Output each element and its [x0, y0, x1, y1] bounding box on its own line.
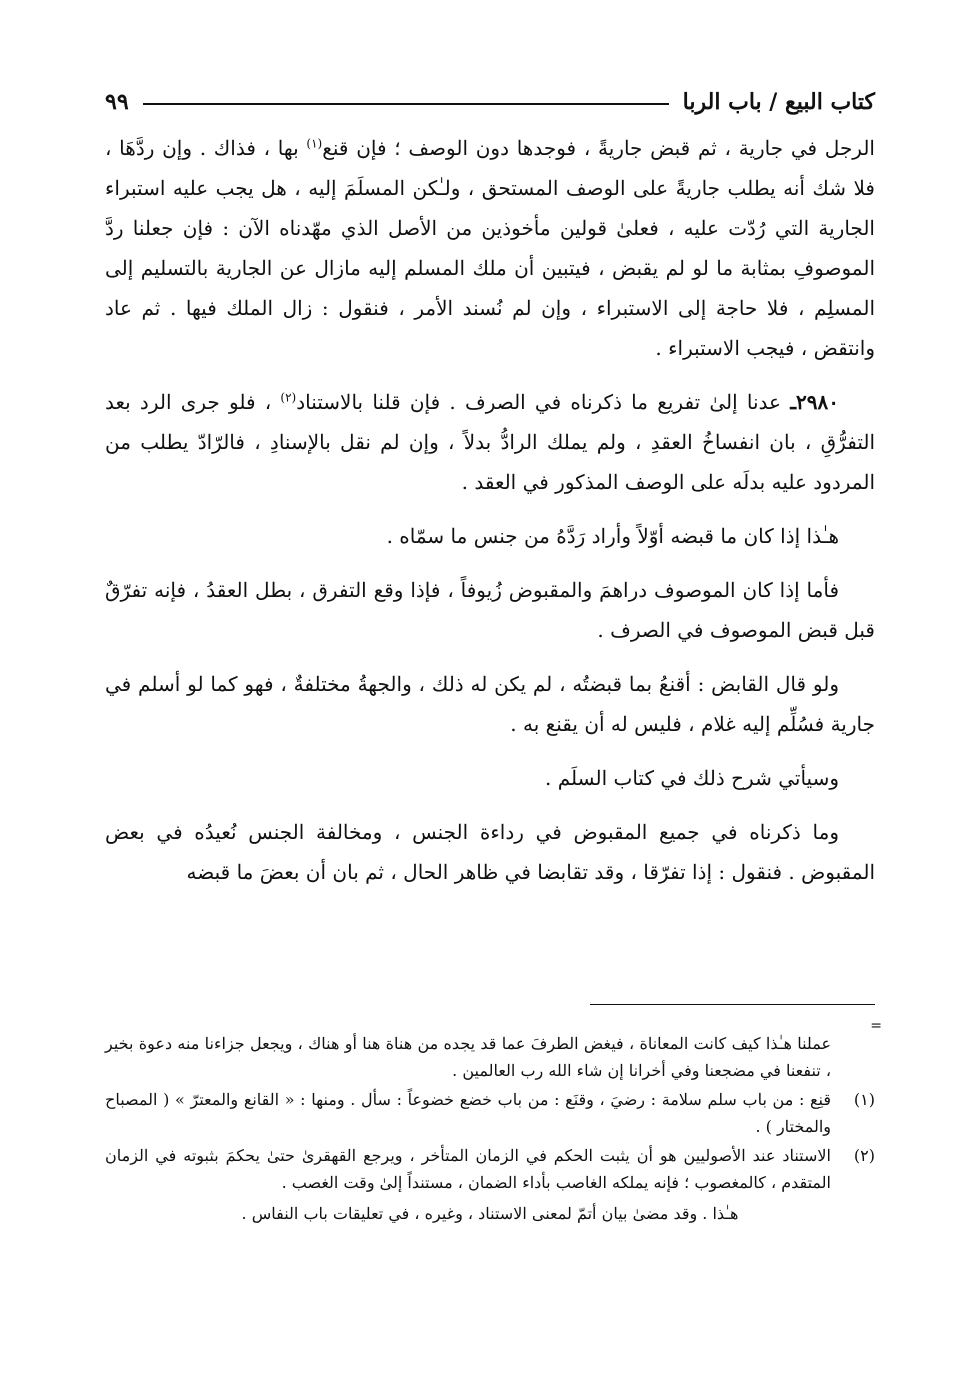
paragraph-1: [105, 128, 875, 368]
paragraph-1-continued: بها ، فذاك . وإن ردَّهَا ، فلا شك أنه يطلب جاريةً على الوصف المستحق ، ولـٰكن المسلَمَ إليه ، هل يجب عليه استبراء الجارية التي رُدّت عليه ، فعلىٰ قولين مأخوذين من الأصل الذي مهّدناه الآن : فإن جعلنا ردَّ الموصوفِ بمثابة ما لو لم يقبض ، فيتبين أن ملك المسلم إليه مازال عن الجارية بالتسليم إلى المسلِم ، فلا حاجة إلى الاستبراء ، وإن لم نُسند الأمر ، فنقول : زال الملك فيها . ثم عاد وانتقض ، فيجب الاستبراء .: [105, 136, 875, 360]
footnote-continuation-mark: =: [870, 1018, 882, 1034]
footnote-separator: [590, 1004, 875, 1005]
issue-number: ٢٩٨٠ـ: [790, 390, 840, 414]
footnote-ref-2: (٢): [280, 390, 297, 405]
footnote-2: [105, 1142, 875, 1196]
paragraph-4: فأما إذا كان الموصوف دراهمَ والمقبوض زُيوفاً ، فإذا وقع التفرق ، بطل العقدُ ، فإنه تفرّقٌ قبل قبض الموصوف في الصرف .: [105, 578, 875, 642]
footnote-1-label: (١): [853, 1090, 875, 1109]
running-header: [105, 84, 875, 120]
paragraph-2-continued: ، فلو جرى الرد بعد التفرُّقِ ، بان انفساخُ العقدِ ، ولم يملك الرادُّ بدلاً ، وإن لم نقل بالإسنادِ ، فالرّادّ يطلب من المردود عليه بدلَه على الوصف المذكور في العقد .: [105, 390, 875, 494]
footnote-continuation-text: عملنا هـٰذا كيف كانت المعاناة ، فيغض الطرفَ عما قد يجده من هناة هنا أو هناك ، ويجعل جزاءنا منه دعوة بخير ، تنفعنا في مضجعنا وفي أخرانا إن شاء الله رب العالمين .: [105, 1034, 831, 1080]
paragraph-1-text: الرجل في جارية ، ثم قبض جاريةً ، فوجدها دون الوصف ؛ فإن قنع: [322, 136, 875, 160]
footnote-ref-1: (١): [306, 136, 323, 151]
footnote-1-text: قنِع : من باب سلم سلامة : رضيَ ، وقنَع : من باب خضع خضوعاً : سأل . ومنها : « القانع والمعترّ » ( المصباح والمختار ) .: [105, 1090, 832, 1136]
footnote-1: [105, 1086, 875, 1140]
footnote-2-label: (٢): [853, 1146, 875, 1165]
paragraph-6: وسيأتي شرح ذلك في كتاب السلَم .: [545, 766, 839, 790]
footnotes: [105, 1030, 875, 1227]
footnote-closing: هـٰذا . وقد مضىٰ بيان أتمّ لمعنى الاستناد ، وغيره ، في تعليقات باب النفاس .: [241, 1204, 739, 1223]
footnote-2-text: الاستناد عند الأصوليين هو أن يثبت الحكم في الزمان المتأخر ، ويرجع القهقرىٰ حتىٰ يحكمَ بثبوته في الزمان المتقدم ، كالمغصوب ؛ فإنه يملكه الغاصب بأداء الضمان ، مستنداً إلىٰ وقت الغصب .: [105, 1146, 831, 1192]
paragraph-5: ولو قال القابض : أقنعُ بما قبضتُه ، لم يكن له ذلك ، والجهةُ مختلفةٌ ، فهو كما لو أسلم في جارية فسُلِّم إليه غلام ، فليس له أن يقنع به .: [105, 672, 875, 736]
header-rule: [143, 103, 669, 105]
page-number: ٩٩: [105, 89, 129, 115]
main-text: [105, 128, 875, 906]
paragraph-2-text: عدنا إلىٰ تفريع ما ذكرناه في الصرف . فإن قلنا بالاستناد: [296, 390, 791, 414]
footnote-continuation: [105, 1030, 875, 1084]
footnote-label-blank: [831, 1030, 875, 1084]
paragraph-3: هـٰذا إذا كان ما قبضه أوّلاً وأراد رَدَّهُ من جنس ما سمّاه .: [386, 524, 839, 548]
paragraph-2: [105, 382, 875, 502]
paragraph-7: وما ذكرناه في جميع المقبوض في رداءة الجنس ، ومخالفة الجنس نُعيدُه في بعض المقبوض . فنقول : إذا تفرّقا ، وقد تقابضا في ظاهر الحال ، ثم بان أن بعضَ ما قبضه: [105, 820, 875, 884]
chapter-title: كتاب البيع / باب الربا: [682, 89, 875, 115]
